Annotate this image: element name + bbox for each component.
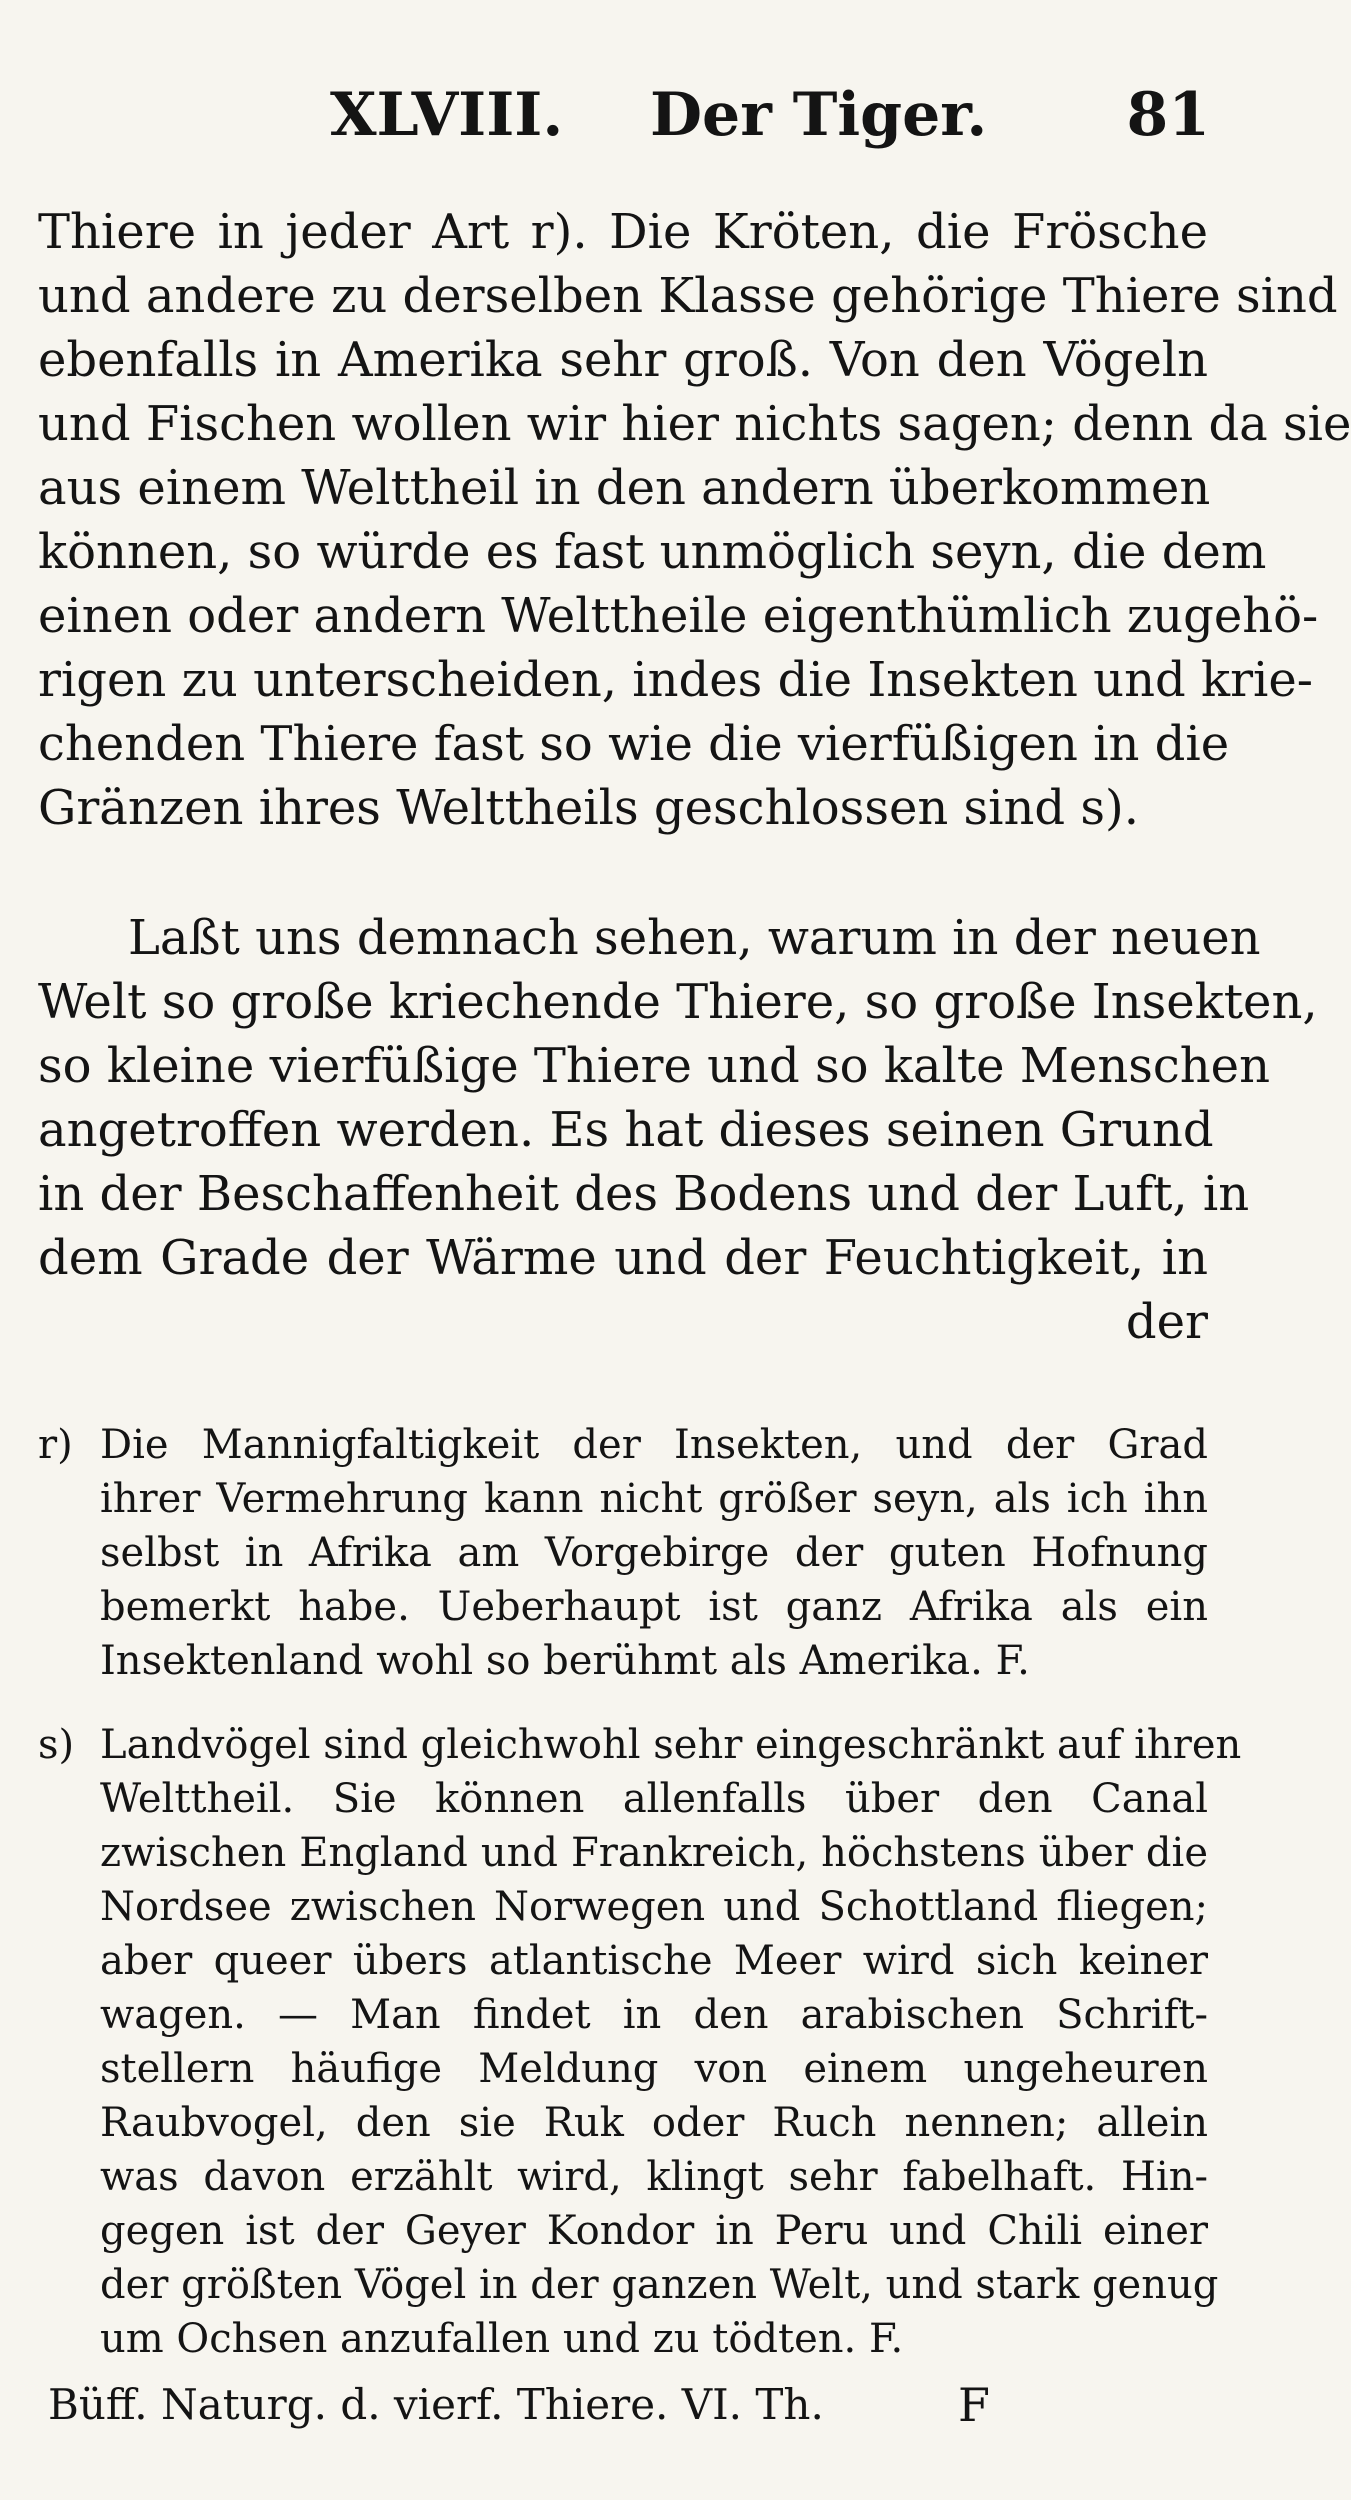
footnote-line: stellern häufige Meldung von einem ungeheuren [100,2046,1208,2092]
text-line: können, so würde es fast unmöglich seyn, die dem [38,524,1267,580]
footnote-line: Landvögel sind gleichwohl sehr eingeschränkt auf ihren [100,1722,1242,1768]
chapter-number: XLVIII. [330,80,564,150]
footnote-line: der größten Vögel in der ganzen Welt, und stark genug [100,2262,1219,2308]
footnote-line: ihrer Vermehrung kann nicht größer seyn, als ich ihn [100,1476,1208,1522]
text-line: einen oder andern Welttheile eigenthümlich zugehö- [38,588,1319,644]
footnote-marker: s) [38,1722,75,1768]
text-line: Gränzen ihres Welttheils geschlossen sind s). [38,780,1140,836]
text-line: Welt so große kriechende Thiere, so große Insekten, [38,974,1318,1030]
footnote-line: Insektenland wohl so berühmt als Amerika. F. [100,1638,1030,1684]
footnote-line: wagen. — Man findet in den arabischen Schrift- [100,1992,1208,2038]
footnote-line: Raubvogel, den sie Ruk oder Ruch nennen; allein [100,2100,1208,2146]
text-line: dem Grade der Wärme und der Feuchtigkeit, in [38,1230,1208,1286]
text-line: Laßt uns demnach sehen, warum in der neuen [128,910,1261,966]
footnote-line: um Ochsen anzufallen und zu tödten. F. [100,2316,904,2362]
footnote-body [100,1718,1242,2366]
footnote-line: Die Mannigfaltigkeit der Insekten, und der Grad [100,1422,1208,1468]
text-line: chenden Thiere fast so wie die vierfüßigen in die [38,716,1230,772]
footnote-line: Nordsee zwischen Norwegen und Schottland fliegen; [100,1884,1208,1930]
body-paragraph-1 [38,200,1351,840]
footnote-line: aber queer übers atlantische Meer wird sich keiner [100,1938,1208,1984]
body-paragraph-2 [38,906,1318,1354]
signature-mark: F [958,2378,990,2432]
chapter-title: Der Tiger. [650,80,988,150]
text-line: angetroffen werden. Es hat dieses seinen Grund [38,1102,1214,1158]
text-line: Thiere in jeder Art r). Die Kröten, die Frösche [38,204,1208,260]
footnote-line: zwischen England und Frankreich, höchstens über die [100,1830,1208,1876]
text-line: aus einem Welttheil in den andern überkommen [38,460,1211,516]
footnote-line: was davon erzählt wird, klingt sehr fabelhaft. Hin- [100,2154,1208,2200]
text-line: so kleine vierfüßige Thiere und so kalte Menschen [38,1038,1270,1094]
footnote-line: bemerkt habe. Ueberhaupt ist ganz Afrika als ein [100,1584,1208,1630]
footnote-line: selbst in Afrika am Vorgebirge der guten Hofnung [100,1530,1208,1576]
catchword: der [1125,1294,1208,1350]
running-header [330,70,1210,160]
text-line: und andere zu derselben Klasse gehörige Thiere sind [38,268,1338,324]
footnote-line: gegen ist der Geyer Kondor in Peru und Chili einer [100,2208,1208,2254]
footnote-body [100,1418,1208,1688]
text-line: ebenfalls in Amerika sehr groß. Von den Vögeln [38,332,1208,388]
page-number: 81 [1126,80,1210,150]
footnote-line: Welttheil. Sie können allenfalls über den Canal [100,1776,1208,1822]
footnote-marker: r) [38,1422,73,1468]
text-line: in der Beschaffenheit des Bodens und der Luft, in [38,1166,1250,1222]
page-footer [48,2375,1028,2435]
text-line: und Fischen wollen wir hier nichts sagen; denn da sie [38,396,1351,452]
text-line: rigen zu unterscheiden, indes die Insekten und krie- [38,652,1313,708]
source-reference: Büff. Naturg. d. vierf. Thiere. VI. Th. [48,2380,824,2429]
